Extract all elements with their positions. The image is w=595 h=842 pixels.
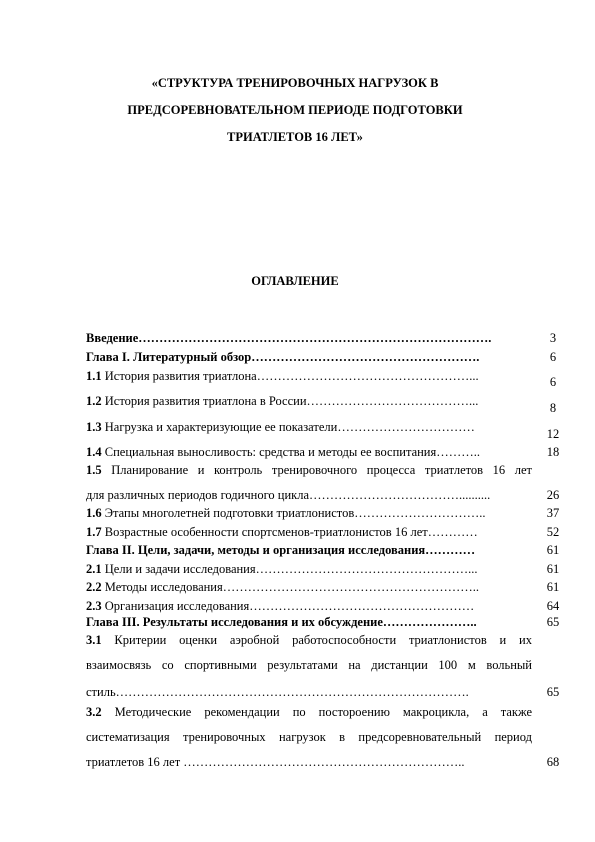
toc-entry-text: Этапы многолетней подготовки триатлонистов…………………………..	[101, 506, 486, 520]
toc-page-number: 61	[546, 543, 560, 557]
toc-entry-text: Глава III. Результаты исследования и их обсуждение…………………..	[86, 615, 477, 629]
toc-entry-1-2	[86, 394, 532, 409]
toc-entry-number: 2.3	[86, 599, 102, 613]
toc-page-number: 18	[546, 445, 560, 459]
toc-entry-chapter-3	[86, 615, 532, 630]
toc-page-number: 6	[549, 375, 557, 389]
toc-page-number: 26	[546, 488, 560, 502]
toc-entry-text: Глава I. Литературный обзор……………………………………………….	[86, 350, 480, 364]
toc-entry-text: Методы исследования……………………………………………………..	[101, 580, 479, 594]
toc-entry-text: Методические рекомендации по постороению макроцикла, а также	[101, 705, 532, 719]
toc-entry-introduction	[86, 331, 532, 346]
toc-entry-number: 1.4	[86, 445, 102, 459]
toc-entry-1-6	[86, 506, 532, 521]
toc-page-number: 61	[546, 562, 560, 576]
toc-entry-text: Организация исследования………………………………………………	[101, 599, 475, 613]
toc-page-number: 64	[546, 599, 560, 613]
toc-entry-1-3	[86, 420, 532, 435]
toc-entry-number: 3.2	[86, 705, 102, 719]
toc-entry-3-2	[86, 705, 532, 720]
toc-entry-number: 1.2	[86, 394, 102, 408]
toc-page-number: 3	[549, 331, 557, 345]
toc-entry-1-7	[86, 525, 532, 540]
toc-entry-number: 3.1	[86, 633, 102, 647]
toc-entry-3-1-continued	[86, 685, 532, 700]
toc-entry-3-2-continued	[86, 730, 532, 745]
toc-entry-number: 2.2	[86, 580, 102, 594]
toc-entry-3-2-continued	[86, 755, 532, 770]
title-line-3: ТРИАТЛЕТОВ 16 ЛЕТ»	[227, 130, 363, 144]
toc-entry-text: Специальная выносливость: средства и методы ее воспитания………..	[101, 445, 481, 459]
toc-page-number: 12	[546, 427, 560, 441]
toc-page-number: 8	[549, 401, 557, 415]
toc-entry-text: для различных периодов годичного цикла………………………………..........	[86, 488, 491, 502]
toc-entry-3-1	[86, 633, 532, 648]
toc-entry-text: Критерии оценки аэробной работоспособности триатлонистов и их	[101, 633, 532, 647]
toc-entry-text: Возрастные особенности спортсменов-триатлонистов 16 лет…………	[101, 525, 478, 539]
toc-entry-text: взаимосвязь со спортивными результатами на дистанции 100 м вольный	[86, 658, 532, 672]
toc-entry-text: Цели и задачи исследования……………………………………………...	[101, 562, 478, 576]
toc-entry-1-1	[86, 369, 532, 384]
toc-entry-2-1	[86, 562, 532, 577]
toc-entry-text: Введение………………………………………………………………………….	[86, 331, 492, 345]
toc-entry-1-4	[86, 445, 532, 460]
title-line-1: «СТРУКТУРА ТРЕНИРОВОЧНЫХ НАГРУЗОК В	[151, 76, 439, 90]
toc-entry-number: 1.3	[86, 420, 102, 434]
title-line-2: ПРЕДСОРЕВНОВАТЕЛЬНОМ ПЕРИОДЕ ПОДГОТОВКИ	[127, 103, 463, 117]
toc-entry-text: Планирование и контроль тренировочного процесса триатлетов 16 лет	[101, 463, 532, 477]
toc-entry-number: 1.5	[86, 463, 102, 477]
toc-entry-chapter-2	[86, 543, 532, 558]
toc-entry-text: триатлетов 16 лет …………………………………………………………..	[86, 755, 465, 769]
toc-entry-text: Нагрузка и характеризующие ее показатели……………………………	[101, 420, 475, 434]
toc-entry-3-1-continued	[86, 658, 532, 673]
toc-page-number: 6	[549, 350, 557, 364]
toc-page-number: 65	[546, 615, 560, 629]
toc-entry-2-3	[86, 599, 532, 614]
toc-page-number: 61	[546, 580, 560, 594]
toc-page-number: 52	[546, 525, 560, 539]
toc-page-number: 37	[546, 506, 560, 520]
toc-heading: ОГЛАВЛЕНИЕ	[251, 274, 339, 288]
toc-page-number: 65	[546, 685, 560, 699]
toc-entry-chapter-1	[86, 350, 532, 365]
toc-entry-1-5	[86, 463, 532, 478]
toc-entry-text: История развития триатлона……………………………………………...	[101, 369, 479, 383]
toc-entry-text: стиль………………………………………………………………………….	[86, 685, 469, 699]
toc-entry-text: История развития триатлона в России…………………………………...	[101, 394, 479, 408]
toc-entry-text: Глава II. Цели, задачи, методы и организация исследования…………	[86, 543, 476, 557]
toc-entry-number: 2.1	[86, 562, 102, 576]
toc-entry-number: 1.7	[86, 525, 102, 539]
toc-entry-number: 1.6	[86, 506, 102, 520]
toc-entry-number: 1.1	[86, 369, 102, 383]
toc-entry-text: систематизация тренировочных нагрузок в предсоревновательный период	[86, 730, 532, 744]
toc-page-number: 68	[546, 755, 560, 769]
toc-entry-1-5-continued	[86, 488, 532, 503]
toc-entry-2-2	[86, 580, 532, 595]
